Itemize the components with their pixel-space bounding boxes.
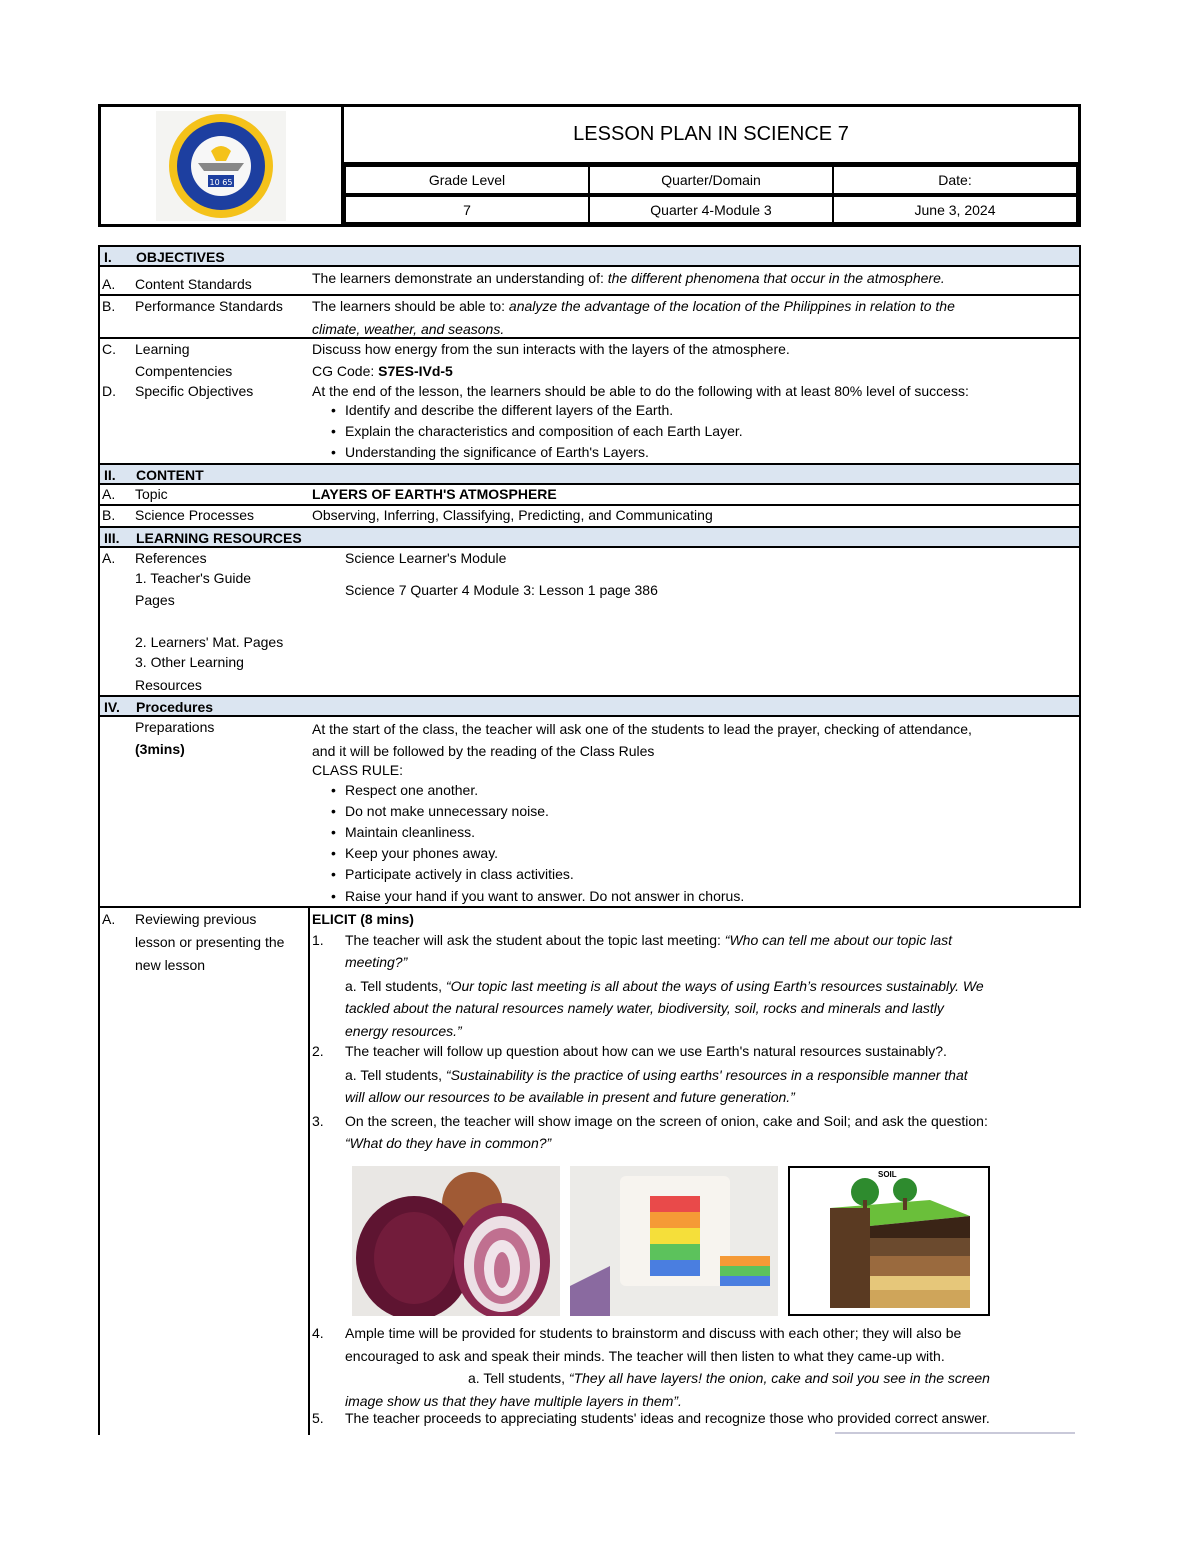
row-letter: A. — [102, 276, 116, 292]
specific-objectives-label: Specific Objectives — [135, 383, 254, 399]
row-letter: A. — [102, 911, 116, 927]
quarter-value: Quarter 4-Module 3 — [588, 195, 834, 224]
step-1-text: The teacher will ask the student about the topic last meeting: “Who can tell me about our topic last — [345, 932, 953, 948]
teachers-guide-label: 1. Teacher's Guide — [135, 570, 252, 586]
step-number: 1. — [312, 932, 324, 948]
cake-illustration — [570, 1166, 778, 1316]
science-processes-value: Observing, Inferring, Classifying, Predicting, and Communicating — [312, 507, 713, 523]
reference-module: Science Learner's Module — [345, 550, 507, 566]
step-3-text: On the screen, the teacher will show image on the screen of onion, cake and Soil; and ask the question: — [345, 1113, 988, 1129]
class-rule-heading: CLASS RULE: — [312, 762, 404, 778]
step-1-text-cont: meeting?” — [345, 954, 408, 970]
content-standards-label: Content Standards — [135, 276, 252, 292]
date-value: June 3, 2024 — [832, 195, 1078, 224]
section-number: III. — [104, 530, 120, 546]
logo-cell — [101, 107, 344, 224]
class-rule-item: • Raise your hand if you want to answer. Do not answer in chorus. — [345, 886, 744, 907]
step-1a-text-cont: tackled about the natural resources namely water, biodiversity, soil, rocks and minerals and lastly — [345, 1000, 944, 1016]
soil-image-title: SOIL — [878, 1170, 897, 1179]
procedure-column-divider — [308, 908, 310, 1435]
step-1a-text: a. Tell students, “Our topic last meeting is all about the ways of using Earth’s resources sustainably. We — [345, 978, 984, 994]
step-1a-text-cont: energy resources.” — [345, 1023, 462, 1039]
step-number: 2. — [312, 1043, 324, 1059]
step-3-question: “What do they have in common?” — [345, 1135, 552, 1151]
step-4-text: Ample time will be provided for students to brainstorm and discuss with each other; they will also be — [345, 1325, 962, 1341]
row-letter: A. — [102, 486, 116, 502]
reviewing-label-cont: new lesson — [135, 957, 206, 973]
row-divider — [98, 906, 1081, 908]
soil-illustration — [790, 1168, 988, 1314]
step-number: 5. — [312, 1410, 324, 1426]
learners-material-label: 2. Learners' Mat. Pages — [135, 634, 284, 650]
row-letter: B. — [102, 507, 116, 523]
grade-level-value: 7 — [344, 195, 590, 224]
section-title: OBJECTIVES — [136, 249, 225, 265]
other-resources-label: 3. Other Learning — [135, 654, 244, 670]
objective-bullet: • Explain the characteristics and composition of each Earth Layer. — [345, 421, 743, 442]
onion-illustration — [352, 1166, 560, 1316]
class-rule-item: • Participate actively in class activities. — [345, 864, 574, 885]
section-number: I. — [104, 249, 112, 265]
page-title: LESSON PLAN IN SCIENCE 7 — [344, 107, 1078, 165]
section-number: IV. — [104, 699, 120, 715]
preparations-time: (3mins) — [135, 741, 185, 757]
table-right-border — [1079, 245, 1081, 907]
class-rule-item: • Maintain cleanliness. — [345, 822, 475, 843]
table-left-border — [98, 245, 100, 1435]
section-title: CONTENT — [136, 467, 204, 483]
quarter-label: Quarter/Domain — [588, 165, 834, 195]
step-number: 4. — [312, 1325, 324, 1341]
topic-label: Topic — [135, 486, 168, 502]
preparations-text-cont: and it will be followed by the reading of the Class Rules — [312, 743, 655, 759]
section-number: II. — [104, 467, 116, 483]
step-number: 3. — [312, 1113, 324, 1129]
competencies-label: Learning — [135, 341, 190, 357]
other-resources-label-cont: Resources — [135, 677, 202, 693]
section-objectives — [98, 245, 1081, 267]
grade-level-label: Grade Level — [344, 165, 590, 195]
section-title: LEARNING RESOURCES — [136, 530, 302, 546]
teachers-guide-label-cont: Pages — [135, 592, 175, 608]
row-letter: B. — [102, 298, 116, 314]
row-letter: C. — [102, 341, 116, 357]
preparations-label: Preparations — [135, 719, 215, 735]
elicit-title: ELICIT (8 mins) — [312, 911, 414, 927]
class-rule-item: • Respect one another. — [345, 780, 478, 801]
lesson-plan-header — [98, 104, 1081, 227]
section-title: Procedures — [136, 699, 214, 715]
performance-standards-label: Performance Standards — [135, 298, 283, 314]
svg-text:10 65: 10 65 — [209, 178, 233, 187]
cg-code: CG Code: S7ES-IVd-5 — [312, 363, 453, 379]
specific-objectives-text: At the end of the lesson, the learners should be able to do the following with at least 80% level of success: — [312, 383, 969, 399]
soil-layers-image — [788, 1166, 990, 1316]
step-2a-text: a. Tell students, “Sustainability is the practice of using earths' resources in a responsible manner that — [345, 1067, 968, 1083]
row-letter: D. — [102, 383, 116, 399]
class-rule-item: • Do not make unnecessary noise. — [345, 801, 549, 822]
reference-lesson-page: Science 7 Quarter 4 Module 3: Lesson 1 page 386 — [345, 582, 658, 598]
objective-bullet: • Identify and describe the different layers of the Earth. — [345, 400, 673, 421]
competencies-label-cont: Compentencies — [135, 363, 233, 379]
science-processes-label: Science Processes — [135, 507, 255, 523]
performance-standards-text: The learners should be able to: analyze the advantage of the location of the Philippines in relation to the — [312, 298, 955, 314]
objective-bullet: • Understanding the significance of Earth's Layers. — [345, 442, 649, 463]
step-2a-text-cont: will allow our resources to be available in present and future generation.” — [345, 1089, 795, 1105]
class-rule-item: • Keep your phones away. — [345, 843, 498, 864]
row-letter: A. — [102, 550, 116, 566]
step-5-text: The teacher proceeds to appreciating students' ideas and recognize those who provided correct answer. — [345, 1410, 990, 1426]
content-standards-text: The learners demonstrate an understanding of: the different phenomena that occur in the atmosphere. — [312, 270, 945, 286]
step-4a-text: a. Tell students, “They all have layers! the onion, cake and soil you see in the screen — [468, 1370, 990, 1386]
date-label: Date: — [832, 165, 1078, 195]
step-2-text: The teacher will follow up question about how can we use Earth's natural resources sustainably?. — [345, 1043, 947, 1059]
section-procedures — [98, 695, 1081, 717]
preparations-text: At the start of the class, the teacher will ask one of the students to lead the prayer, checking of attendance, — [312, 721, 972, 737]
section-content — [98, 463, 1081, 485]
section-learning-resources — [98, 526, 1081, 548]
reviewing-label-cont: lesson or presenting the — [135, 934, 285, 950]
rainbow-cake-image — [570, 1166, 778, 1316]
school-seal-logo — [156, 111, 286, 221]
performance-standards-text-cont: climate, weather, and seasons. — [312, 321, 505, 337]
topic-value: LAYERS OF EARTH'S ATMOSPHERE — [312, 486, 557, 502]
step-4a-text-cont: image show us that they have multiple layers in them”. — [345, 1393, 682, 1409]
onion-image — [352, 1166, 560, 1316]
references-label: References — [135, 550, 207, 566]
reviewing-label: Reviewing previous — [135, 911, 257, 927]
step-4-text-cont: encouraged to ask and speak their minds. The teacher will then listen to what they came-up with. — [345, 1348, 945, 1364]
competencies-text: Discuss how energy from the sun interacts with the layers of the atmosphere. — [312, 341, 790, 357]
footer-rule — [835, 1432, 1075, 1434]
